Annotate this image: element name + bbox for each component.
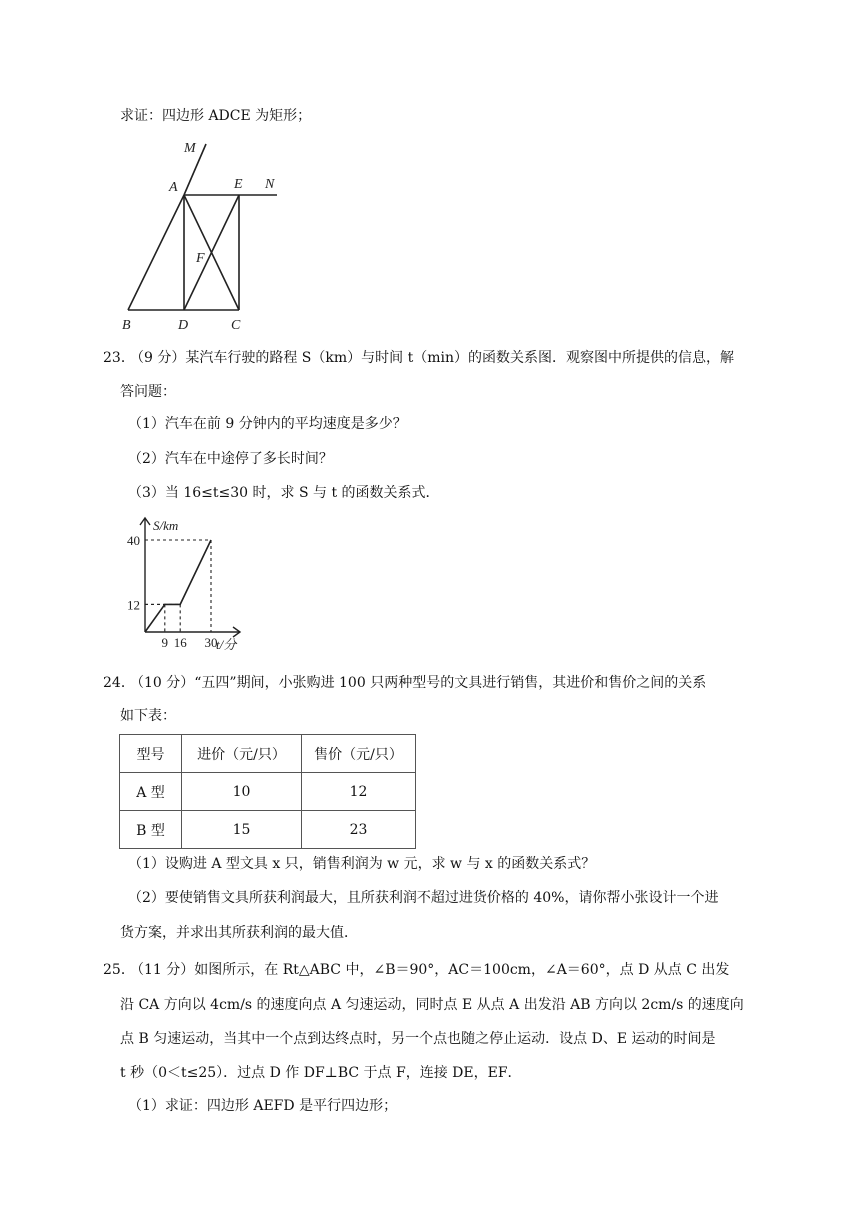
q23-number: 23． [103, 350, 135, 366]
table-header-row [120, 735, 416, 773]
q24-sub2-line2: 货方案，并求出其所获利润的最大值． [120, 925, 358, 941]
table-cell: B 型 [120, 811, 182, 849]
distance-time-chart [112, 512, 252, 657]
label-m: M [184, 141, 196, 156]
q24-sub1: （1）设购进 A 型文具 x 只，销售利润为 w 元，求 w 与 x 的函数关系式？ [128, 856, 596, 872]
q25-number: 25． [103, 962, 135, 978]
table-header-cell: 进价（元/只） [182, 735, 302, 773]
q25-stem-line1: （11 分）如图所示，在 Rt△ABC 中，∠B＝90°，AC＝100cm，∠A＝60°，点 D 从点 C 出发 [130, 962, 730, 978]
label-b: B [122, 318, 131, 333]
table-row [120, 811, 416, 849]
table-header-cell: 型号 [120, 735, 182, 773]
series-line [145, 540, 211, 632]
label-a: A [169, 180, 178, 195]
x-tick-label: 9 [161, 635, 169, 650]
q23-stem-line2: 答问题： [120, 384, 176, 400]
table-cell: A 型 [120, 773, 182, 811]
price-table [119, 734, 416, 849]
q23-sub3: （3）当 16≤t≤30 时，求 S 与 t 的函数关系式． [128, 485, 440, 501]
q22-prove-statement: 求证：四边形 ADCE 为矩形； [120, 108, 312, 124]
table-header-cell: 售价（元/只） [302, 735, 416, 773]
q24-stem-line1: （10 分）“五四”期间，小张购进 100 只两种型号的文具进行销售，其进价和售价之间的关系 [130, 675, 707, 691]
x-tick-label: 16 [173, 635, 187, 650]
table-cell: 15 [182, 811, 302, 849]
y-tick-label: 40 [127, 533, 140, 548]
table-row [120, 773, 416, 811]
q23-sub2: （2）汽车在中途停了多长时间？ [128, 451, 333, 467]
q25-stem-line4: t 秒（0＜t≤25）．过点 D 作 DF⊥BC 于点 F，连接 DE，EF． [120, 1065, 522, 1081]
label-n: N [265, 177, 275, 192]
label-c: C [231, 318, 241, 333]
y-tick-label: 12 [127, 597, 140, 613]
q23-sub1: （1）汽车在前 9 分钟内的平均速度是多少？ [128, 416, 407, 432]
q25-sub1: （1）求证：四边形 AEFD 是平行四边形； [128, 1098, 398, 1114]
segment-ab [128, 195, 184, 310]
label-f: F [196, 251, 205, 266]
q24-stem-line2: 如下表： [120, 708, 176, 724]
table-cell: 10 [182, 773, 302, 811]
q24-number: 24． [103, 675, 135, 691]
x-tick-label: 30 [204, 635, 218, 650]
table-cell: 12 [302, 773, 416, 811]
q25-stem-line2: 沿 CA 方向以 4cm/s 的速度向点 A 匀速运动，同时点 E 从点 A 出发沿 AB 方向以 2cm/s 的速度向 [120, 997, 744, 1013]
q25-stem-line3: 点 B 匀速运动，当其中一个点到达终点时，另一个点也随之停止运动．设点 D、E 运动的时间是 [120, 1031, 716, 1047]
rectangle-adce-figure [110, 138, 290, 334]
q24-sub2-line1: （2）要使销售文具所获利润最大，且所获利润不超过进货价格的 40%，请你帮小张设计一个进 [128, 890, 719, 906]
table-cell: 23 [302, 811, 416, 849]
x-axis-label: t/分 [216, 637, 237, 652]
label-e: E [234, 177, 243, 192]
y-axis-label: S/km [153, 518, 179, 533]
q23-stem-line1: （9 分）某汽车行驶的路程 S（km）与时间 t（min）的函数关系图．观察图中所提供的信息，解 [130, 350, 735, 366]
label-d: D [178, 318, 189, 333]
